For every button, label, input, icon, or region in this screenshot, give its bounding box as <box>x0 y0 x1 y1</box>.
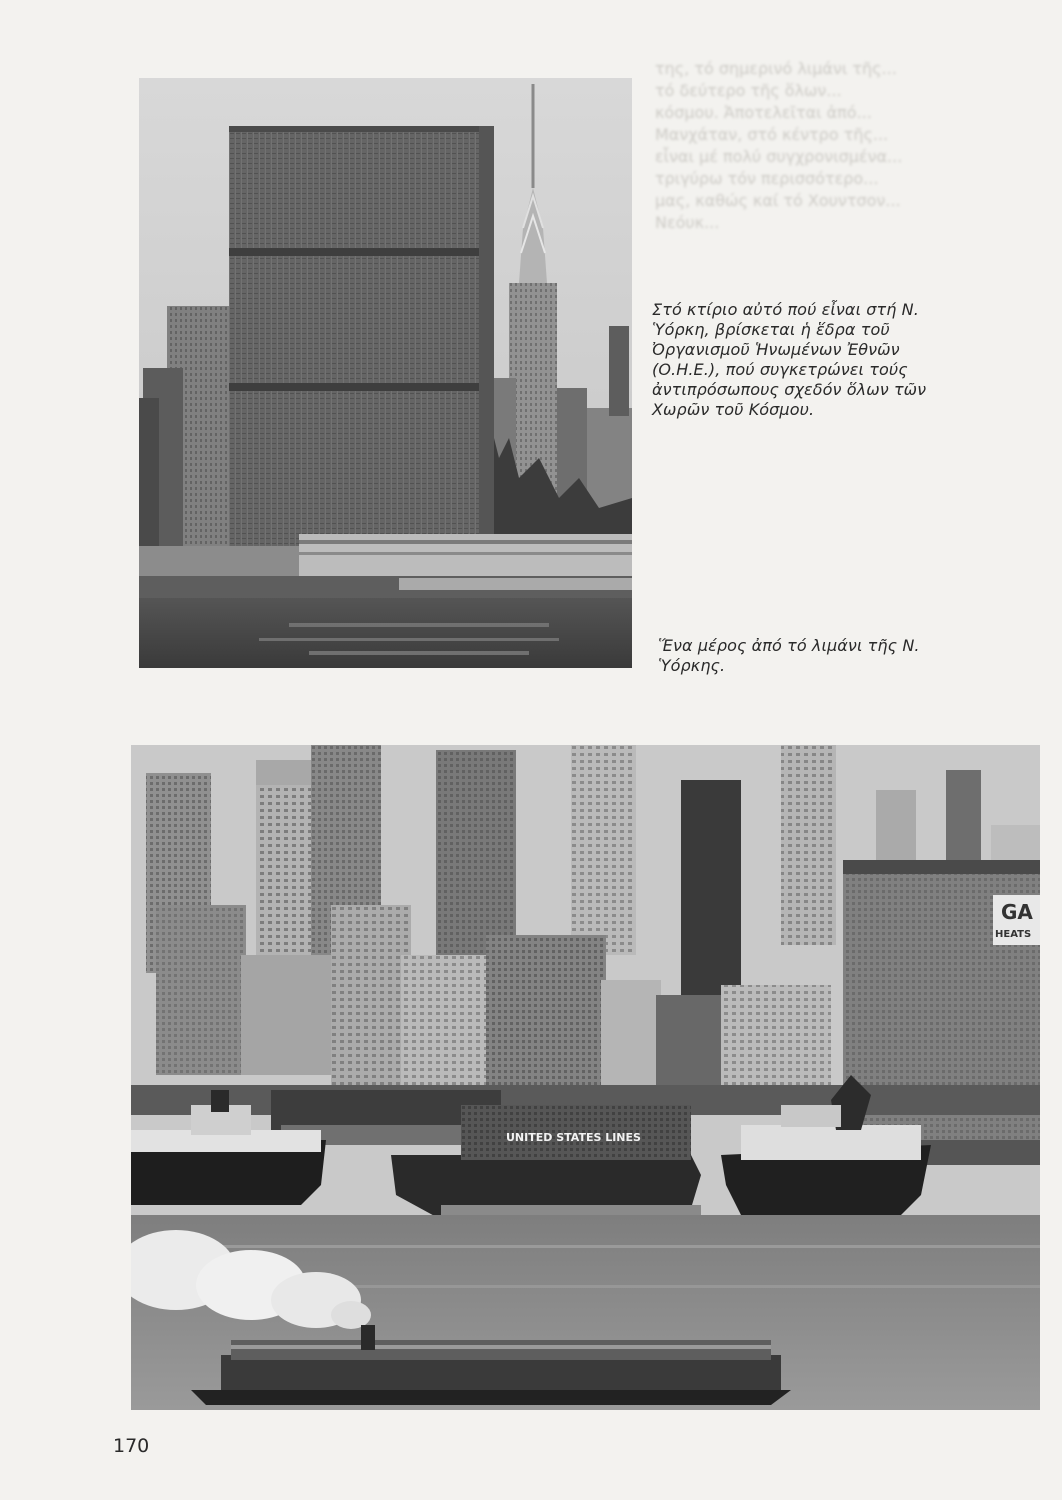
gas-tank-sign: GA <box>1001 900 1033 924</box>
un-building-photo <box>139 78 632 668</box>
harbor-photo <box>131 745 1040 1410</box>
ship-sign: UNITED STATES LINES <box>506 1131 641 1144</box>
bleed-through-text: της, τό σημερινό λιμάνι τῆς... τό δεύτερο τῆς ὅλων... κόσμου. Ἀποτελεῖται ἀπό... Μανχάταν, στό κέντρο τῆς... εἶναι μέ πολύ συγχρονισμένα... τριγύρω τόν περισσότερο... μας, καθώς καί τό Χουντσον... Νεόυκ... <box>655 59 903 232</box>
harbor-caption: Ἕνα μέρος ἀπό τό λιμάνι τῆς Ν. Ὑόρκης. <box>658 636 920 675</box>
un-building-caption: Στό κτίριο αὐτό πού εἶναι στή Ν. Ὑόρκη, βρίσκεται ἡ ἕδρα τοῦ Ὀργανισμοῦ Ἡνωμένων Ἐθνῶν (Ο.Η.Ε.), πού συγκετρώνει τούς ἀντιπρόσωπους σχεδόν ὅλων τῶν Χωρῶν τοῦ Κόσμου. <box>652 300 927 419</box>
gas-tank-sign-sub: HEATS <box>995 929 1032 940</box>
page-number: 170 <box>113 1435 150 1457</box>
